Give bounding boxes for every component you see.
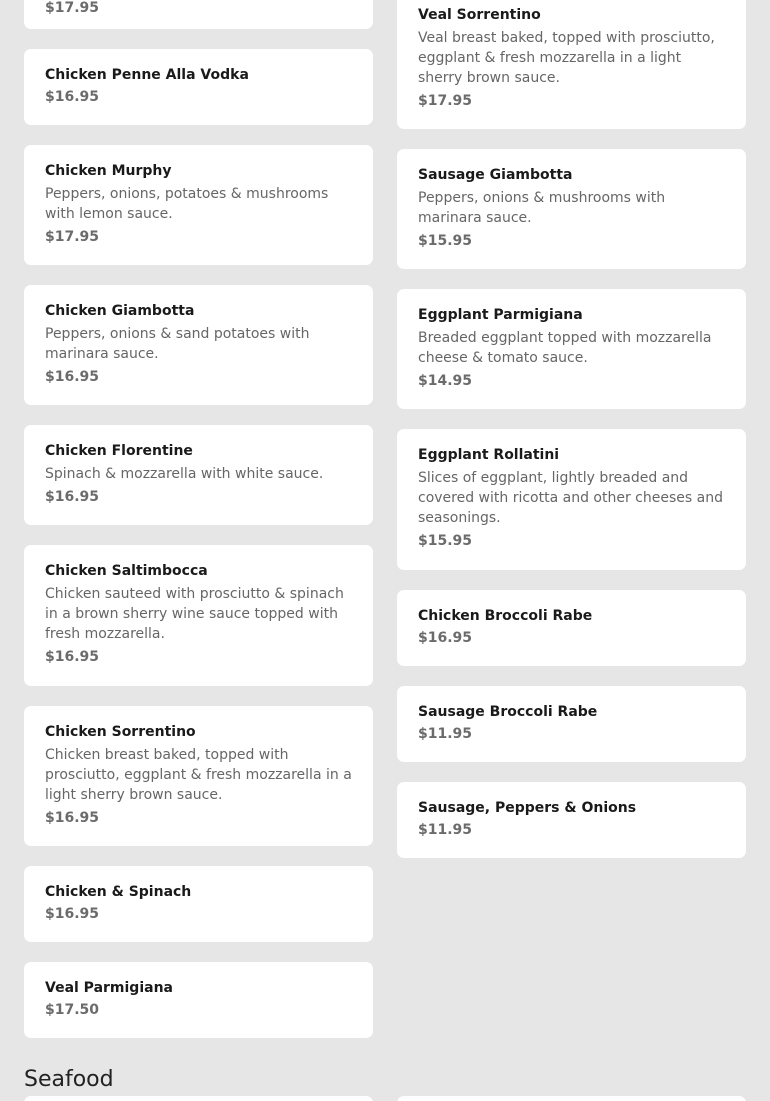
menu-item-description: Peppers, onions & sand potatoes with marinara sauce. [45, 326, 310, 362]
menu-item-description: Chicken breast baked, topped with prosciutto, eggplant & fresh mozzarella in a light sherry brown sauce. [45, 747, 352, 803]
menu-item-name: Chicken Penne Alla Vodka [45, 67, 249, 83]
menu-item-name: Chicken Saltimbocca [45, 563, 208, 579]
menu-item-description: Veal breast baked, topped with prosciutto, eggplant & fresh mozzarella in a light sherry brown sauce. [418, 30, 715, 86]
menu-item-name: Chicken Giambotta [45, 303, 195, 319]
menu-item-card[interactable] [397, 429, 746, 570]
menu-item-price: $16.95 [45, 649, 100, 665]
menu-item-price: $15.95 [418, 233, 473, 249]
menu-item-card[interactable] [24, 285, 373, 405]
menu-item-price: $16.95 [45, 369, 100, 385]
menu-item-card[interactable] [397, 590, 746, 666]
menu-item-name: Eggplant Rollatini [418, 447, 560, 463]
menu-item-name: Veal Parmigiana [45, 980, 173, 996]
menu-item-price: $16.95 [45, 89, 100, 105]
menu-item-card[interactable] [397, 782, 746, 858]
menu-item-price: $16.95 [45, 906, 100, 922]
menu-item-card[interactable] [397, 0, 746, 129]
menu-item-name: Sausage Broccoli Rabe [418, 704, 598, 720]
menu-item-name: Chicken Florentine [45, 443, 193, 459]
menu-item-name: Chicken Sorrentino [45, 724, 196, 740]
menu-item-name: Eggplant Parmigiana [418, 307, 583, 323]
menu-item-description: Slices of eggplant, lightly breaded and covered with ricotta and other cheeses and seasonings. [418, 470, 723, 526]
menu-item-card[interactable] [24, 545, 373, 686]
menu-item-price: $11.95 [418, 726, 473, 742]
menu-item-price: $16.95 [418, 630, 473, 646]
menu-item-price: $16.95 [45, 810, 100, 826]
menu-item-name: Sausage, Peppers & Onions [418, 800, 637, 816]
menu-item-card[interactable] [24, 0, 373, 29]
menu-item-description: Peppers, onions & mushrooms with marinara sauce. [418, 190, 666, 226]
menu-item-card[interactable] [397, 686, 746, 762]
menu-item-card[interactable] [24, 1096, 373, 1101]
menu-item-price: $17.50 [45, 1002, 100, 1018]
menu-item-name: Chicken Broccoli Rabe [418, 608, 593, 624]
menu-item-description: Breaded eggplant topped with mozzarella cheese & tomato sauce. [418, 330, 712, 366]
menu-item-price: $17.95 [45, 0, 100, 16]
menu-item-price: $15.95 [418, 533, 473, 549]
menu-item-card[interactable] [397, 289, 746, 409]
menu-item-name: Chicken & Spinach [45, 884, 192, 900]
menu-item-price: $16.95 [45, 489, 100, 505]
menu-item-card[interactable] [397, 149, 746, 269]
menu-item-card[interactable] [24, 425, 373, 525]
menu-item-name: Veal Sorrentino [418, 7, 541, 23]
menu-item-name: Chicken Murphy [45, 163, 172, 179]
menu-item-description: Chicken sauteed with prosciutto & spinach in a brown sherry wine sauce topped with fresh mozzarella. [45, 586, 344, 642]
menu-item-card[interactable] [24, 49, 373, 125]
menu-item-description: Spinach & mozzarella with white sauce. [45, 466, 324, 482]
menu-item-name: Sausage Giambotta [418, 167, 573, 183]
menu-item-description: Peppers, onions, potatoes & mushrooms with lemon sauce. [45, 186, 329, 222]
menu-item-card[interactable] [24, 145, 373, 265]
menu-item-price: $11.95 [418, 822, 473, 838]
menu-item-card[interactable] [24, 962, 373, 1038]
menu-item-price: $14.95 [418, 373, 473, 389]
section-heading: Seafood [24, 1067, 114, 1092]
menu-item-card[interactable] [24, 706, 373, 846]
menu-item-card[interactable] [24, 866, 373, 942]
menu-item-price: $17.95 [418, 93, 473, 109]
menu-item-card[interactable] [397, 1096, 746, 1101]
menu-item-price: $17.95 [45, 229, 100, 245]
